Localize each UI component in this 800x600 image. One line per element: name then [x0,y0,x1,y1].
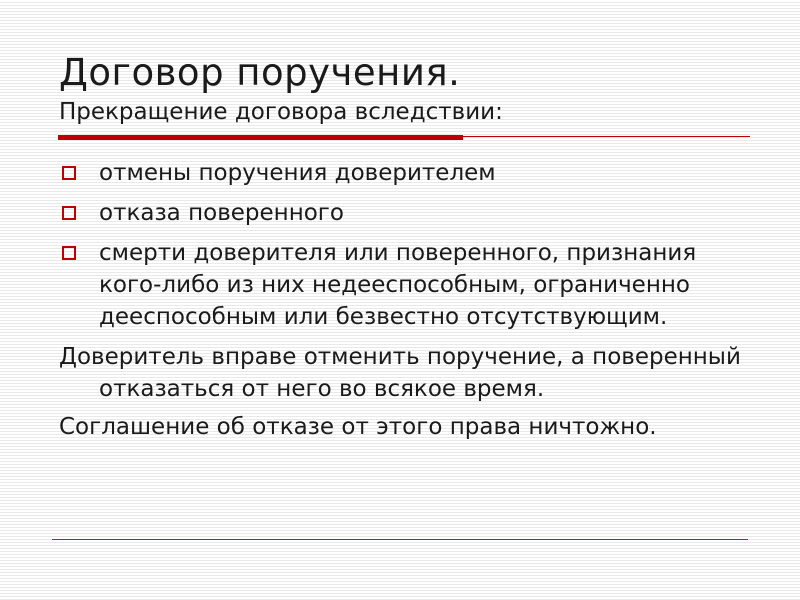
title-divider-accent [58,135,463,140]
bullet-text: смерти доверителя или поверенного, признания кого-либо из них недееспособным, ограниченно дееспособным или безвестно отсутствующим. [99,240,697,330]
footer-divider [52,539,748,540]
paragraph-revocation: Доверитель вправе отменить поручение, а поверенный отказаться от него во всякое время. [59,344,741,402]
slide-title: Договор поручения. [59,51,461,94]
bullet-text: отказа поверенного [99,200,344,226]
paragraph-nullity: Соглашение об отказе от этого права ничтожно. [59,414,657,440]
square-bullet-icon [62,246,76,260]
list-item [59,197,759,229]
list-item [59,237,759,333]
square-bullet-icon [62,206,76,220]
slide-body [59,157,759,449]
slide-subtitle: Прекращение договора вследствии: [59,99,503,125]
square-bullet-icon [62,166,76,180]
bullet-list [59,157,759,333]
bullet-text: отмены поручения доверителем [99,160,496,186]
list-item [59,157,759,189]
